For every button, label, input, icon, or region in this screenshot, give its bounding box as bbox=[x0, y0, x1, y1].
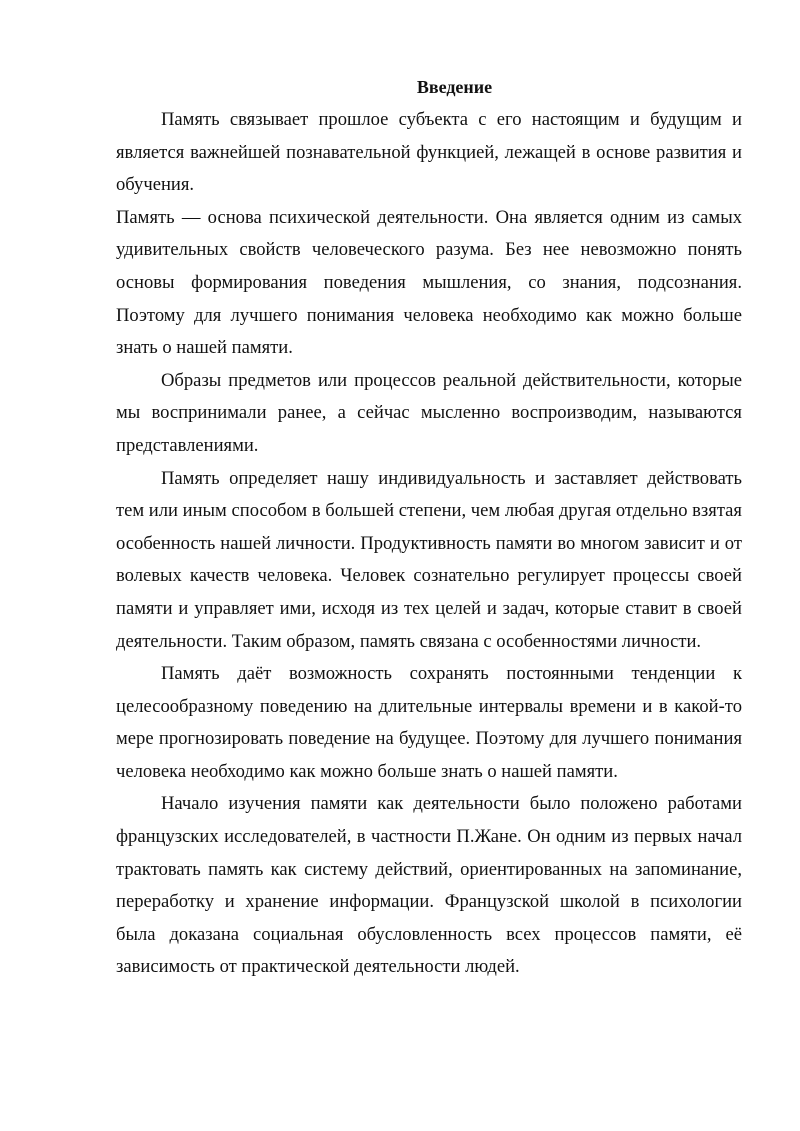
document-body bbox=[116, 104, 742, 984]
paragraph-4: Память определяет нашу индивидуальность и заставляет действовать тем или иным способом в большей степени, чем любая другая отдельно взятая особенность нашей личности. Продуктивность памяти во многом зависит и от волевых качеств человека. Человек сознательно регулирует процессы своей памяти и управляет ими, исходя из тех целей и задач, которые ставит в своей деятельности. Таким образом, память связана с особенностями личности. bbox=[116, 467, 742, 652]
paragraph-2: Память — основа психической деятельности. Она является одним из самых удивительных свойств человеческого разума. Без нее невозможно понять основы формирования поведения мышления, со знания, подсознания. Поэтому для лучшего понимания человека необходимо как можно больше знать о нашей памяти. bbox=[116, 206, 742, 359]
page-title: Введение bbox=[416, 77, 493, 97]
paragraph-5: Память даёт возможность сохранять постоянными тенденции к целесообразному поведению на длительные интервалы времени и в какой-то мере прогнозировать поведение на будущее. Поэтому для лучшего понимания человека необходимо как можно больше знать о нашей памяти. bbox=[116, 663, 742, 782]
paragraph-6: Начало изучения памяти как деятельности было положено работами французских исследователей, в частности П.Жане. Он одним из первых начал трактовать память как систему действий, ориентированных на запоминание, переработку и хранение информации. Французской школой в психологии была доказана социальная обусловленность всех процессов памяти, её зависимость от практической деятельности людей. bbox=[116, 793, 742, 978]
paragraph-1: Память связывает прошлое субъекта с его настоящим и будущим и является важнейшей познавательной функцией, лежащей в основе развития и обучения. bbox=[116, 109, 742, 196]
paragraph-3: Образы предметов или процессов реальной действительности, которые мы воспринимали ранее, а сейчас мысленно воспроизводим, называются представлениями. bbox=[116, 369, 742, 456]
